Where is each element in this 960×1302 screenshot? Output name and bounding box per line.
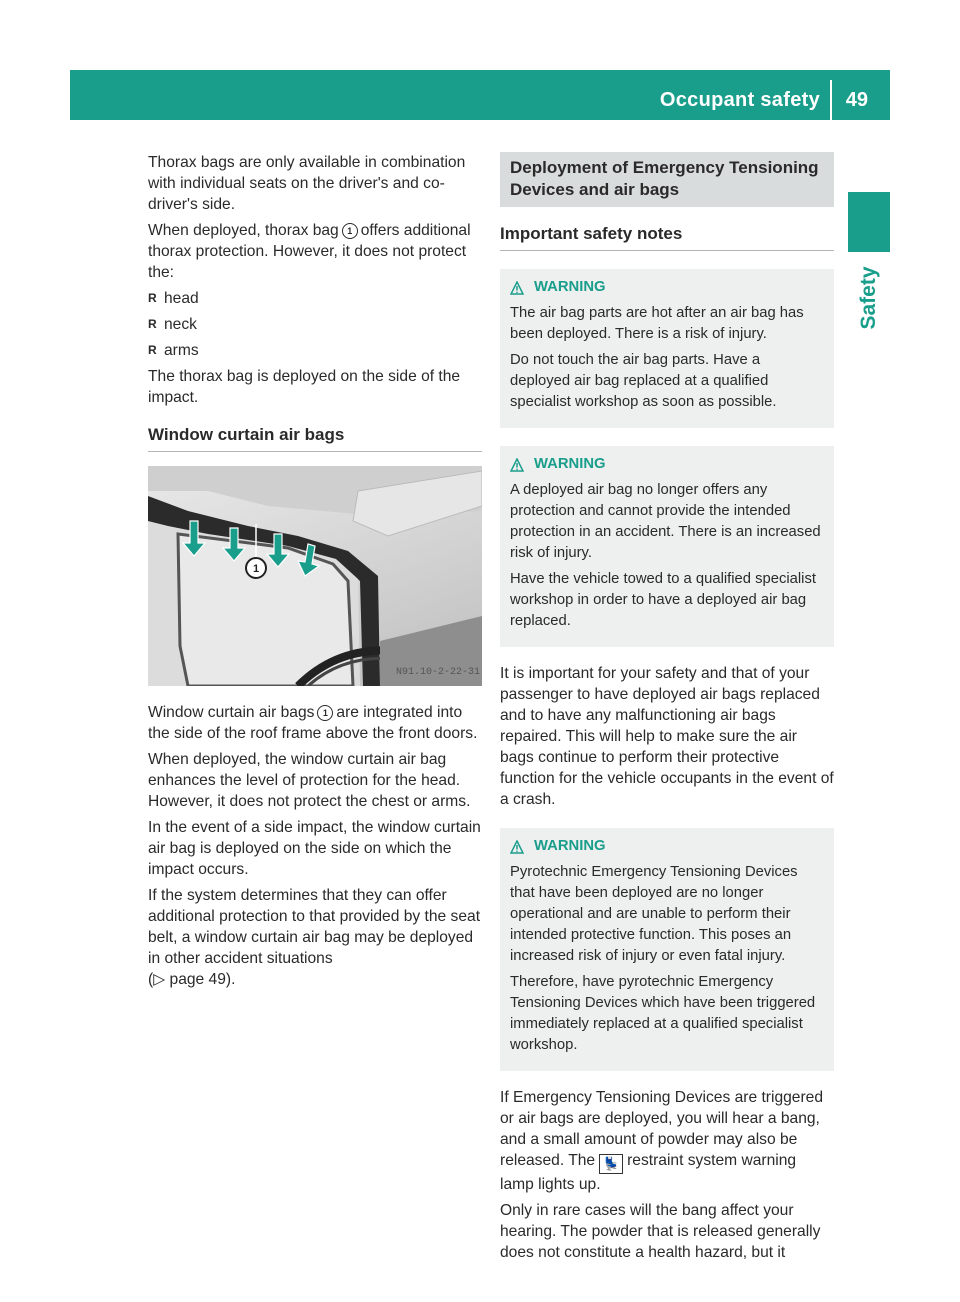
- warning-text: Do not touch the air bag parts. Have a deployed air bag replaced at a qualified specialist workshop as soon as possible.: [510, 352, 777, 410]
- car-interior-illustration: [148, 466, 482, 686]
- warning-label: WARNING: [534, 279, 606, 295]
- warning-label: WARNING: [534, 456, 606, 472]
- left-column: [148, 152, 482, 995]
- warning-text: Have the vehicle towed to a qualified specialist workshop in order to have a deployed air bag replaced.: [510, 571, 816, 629]
- warning-label: WARNING: [534, 838, 606, 854]
- list-item: R neck: [148, 314, 482, 335]
- header-bar: [70, 70, 890, 120]
- warning-box: [500, 446, 834, 647]
- subheading-safety-notes: Important safety notes: [500, 223, 834, 251]
- list-item: R arms: [148, 340, 482, 361]
- paragraph: If Emergency Tensioning Devices are triggered or air bags are deployed, you will hear a bang, and a small amount of powder may also be released. The 💺 restraint system warning lamp lights up.: [500, 1089, 824, 1193]
- warning-box: [500, 269, 834, 428]
- list-item: R head: [148, 288, 482, 309]
- subheading-window-curtain: Window curtain air bags: [148, 424, 482, 452]
- paragraph: Thorax bags are only available in combination with individual seats on the driver's and co-driver's side.: [148, 154, 466, 213]
- paragraph: Only in rare cases will the bang affect your hearing. The powder that is released generally does not constitute a health hazard, but it: [500, 1202, 821, 1261]
- warning-triangle-icon: [510, 458, 524, 472]
- airbag-warning-lamp-icon: 💺: [599, 1154, 623, 1174]
- page-number: 49: [845, 89, 868, 111]
- paragraph: It is important for your safety and that of your passenger to have deployed air bags replaced and to have any malfunctioning air bags repaired. This will help to make sure the air bags continue to perform their protective function for the vehicle occupants in the event of a crash.: [500, 665, 834, 808]
- callout-1-icon: 1: [342, 223, 358, 239]
- warning-text: Pyrotechnic Emergency Tensioning Devices that have been deployed are no longer operational and are unable to perform their intended protective function. This poses an increased risk of injury or even fatal injury.: [510, 864, 798, 964]
- page-title: Occupant safety: [659, 89, 820, 111]
- section-heading: Deployment of Emergency Tensioning Devices and air bags: [500, 152, 834, 207]
- right-column: [500, 152, 834, 1268]
- side-tab-text: Safety: [857, 266, 880, 330]
- warning-box: [500, 828, 834, 1071]
- page-reference-link[interactable]: (▷ page 49).: [148, 971, 236, 988]
- paragraph: If the system determines that they can offer additional protection to that provided by the seat belt, a window curtain air bag may be deployed in other accident situations (▷ page 49).: [148, 887, 481, 988]
- warning-text: A deployed air bag no longer offers any protection and cannot provide the intended protection in an accident. There is an increased risk of injury.: [510, 482, 821, 561]
- figure-id: N91.10-2-22-31: [395, 667, 480, 678]
- warning-triangle-icon: [510, 281, 524, 295]
- side-tab-marker: [848, 192, 890, 252]
- window-curtain-figure: [148, 466, 482, 686]
- side-tab-label: [848, 262, 890, 334]
- warning-triangle-icon: [510, 840, 524, 854]
- header-divider: [830, 80, 832, 120]
- paragraph: The thorax bag is deployed on the side of the impact.: [148, 368, 461, 406]
- callout-number: 1: [252, 563, 260, 575]
- callout-1-icon: 1: [317, 705, 333, 721]
- paragraph: When deployed, the window curtain air bag enhances the level of protection for the head. However, it does not protect the chest or arms.: [148, 751, 471, 810]
- warning-text: Therefore, have pyrotechnic Emergency Tensioning Devices which have been triggered immediately replaced at a qualified specialist workshop.: [510, 974, 816, 1053]
- warning-text: The air bag parts are hot after an air bag has been deployed. There is a risk of injury.: [510, 305, 804, 342]
- paragraph: In the event of a side impact, the window curtain air bag is deployed on the side on which the impact occurs.: [148, 819, 481, 878]
- paragraph: When deployed, thorax bag 1 offers additional thorax protection. However, it does not protect the:: [148, 222, 471, 281]
- bullet-list: [148, 288, 482, 361]
- paragraph: Window curtain air bags 1 are integrated into the side of the roof frame above the front doors.: [148, 704, 478, 742]
